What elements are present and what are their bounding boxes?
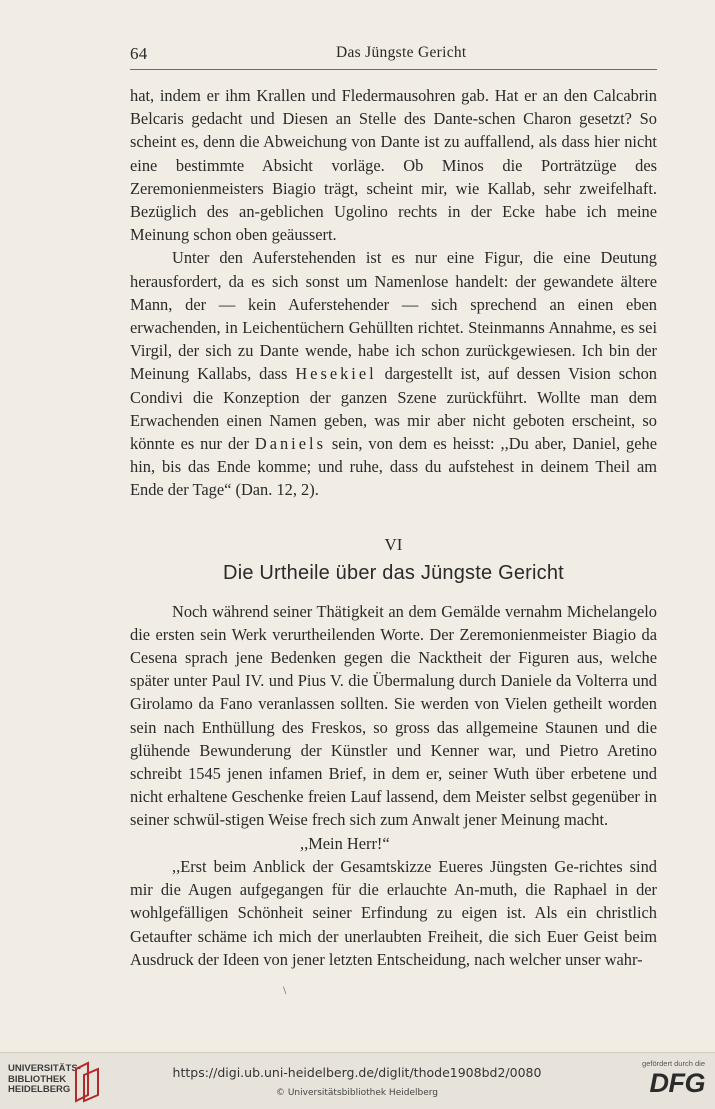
salutation: ,,Mein Herr!“ [300,833,390,853]
dfg-logo[interactable] [621,1059,705,1105]
funded-by-label: gefördert durch die [642,1059,705,1068]
name-hesekiel: Hesekiel [295,364,377,384]
header-rule [130,69,657,70]
running-header [130,44,657,66]
name-daniels: Daniels [254,434,326,454]
paragraph-2 [130,246,657,501]
section-title: Die Urtheile über das Jüngste Gericht [223,561,564,584]
viewer-footer [0,1052,715,1109]
paragraph-2-part-c: sein, von dem es heisst: ,,Du aber, Daniel, gehe hin, bis das Ende komme; und ruhe, dass du aufstehest in deinem Theil am Ende der Tage“ (Dan. 12, 2). [130,434,657,500]
page-number: 64 [130,44,148,63]
library-line-1: UNIVERSITÄTS- [8,1063,81,1074]
paragraph-3: Noch während seiner Thätigkeit an dem Gemälde vernahm Michelangelo die ersten sein Werk verurtheilenden Worte. Der Zeremonienmeister Biagio da Cesena sprach jene Bedenken gegen die Nacktheit der Figuren aus, welche später unter Paul IV. und Pius V. die Übermalung durch Daniele da Volterra und Girolamo da Fano veranlassen sollten. Sie werden von Vielen getheilt worden sein nach Enthüllung des Freskos, so gross das allgemeine Staunen und die glühende Bewunderung der Künstler und Kenner war, und Pietro Aretino schreibt 1545 jenen infamen Brief, in dem er, seiner Wuth über erbetene und nicht erhaltene Geschenke freien Lauf lassend, dem Meister selbst gegenüber in seiner schwül-stigen Weise frech sich zum Anwalt jener Meinung macht. [130,601,657,830]
library-logo[interactable] [8,1061,158,1103]
paragraph-4: ,,Erst beim Anblick der Gesamtskizze Eueres Jüngsten Ge-richtes sind mir die Augen aufgegangen für die erlauchte An-muth, die Raphael in der wohlgefälligen Schönheit seiner Erfindung zu eigen ist. Als ein christlich Getaufter schäme ich mich der unerlaubten Freiheit, die sich Euer Geist beim Ausdruck der Ideen von jener letzten Entscheidung, nach welcher unser wahr- [130,856,657,969]
permalink-url[interactable]: https://digi.ub.uni-heidelberg.de/diglit/thode1908bd2/0080 [172,1065,542,1080]
paragraph-2-part-a: Unter den Auferstehenden ist es nur eine Figur, die eine Deutung herausfordert, da es sich sonst um Namenlose handelt: der gewandete ältere Mann, der — kein Auferstehender — sich sprechend an einen eben erwachenden, in Leichentüchern Gehüllten richtet. Steinmanns Annahme, es sei Virgil, der sich zu Dante wende, habe ich schon zurückgewiesen. Ich bin der Meinung Kallabs, dass [130,248,657,384]
signature-mark: \ [283,983,287,997]
dfg-wordmark: DFG [649,1068,705,1098]
library-line-2: BIBLIOTHEK [8,1073,67,1085]
paragraph-1: hat, indem er ihm Krallen und Fledermausohren gab. Hat er an den Calcabrin Belcaris gedacht und Diesen an Stelle des Dante-schen Charon gesetzt? So scheint es, denn die Abweichung von Dante ist zu auffallend, als dass hier nicht eine bestimmte Absicht vorläge. Ob Minos die Porträtzüge des Zeremonienmeisters Biagio trägt, scheint mir, wie Kallab, sehr zweifelhaft. Bezüglich des an-geblichen Ugolino rechts in der Ecke habe ich meine Meinung schon oben geäussert. [130,86,657,245]
library-line-3: HEIDELBERG [8,1084,71,1095]
copyright-notice: © Universitätsbibliothek Heidelberg [275,1088,438,1098]
section-number: VI [384,534,403,554]
page-body [130,84,657,971]
library-name [8,1064,81,1096]
running-title: Das Jüngste Gericht [336,44,467,61]
paragraph-2-part-b: dargestellt ist, auf dessen Vision schon Condivi die Konzeption der ganzen Szene zurückführt. Wollte man dem Erwachenden einen Namen geben, was mir aber nicht geboten erscheint, so könnte es nur der [130,364,657,454]
library-emblem-icon [72,1061,106,1103]
